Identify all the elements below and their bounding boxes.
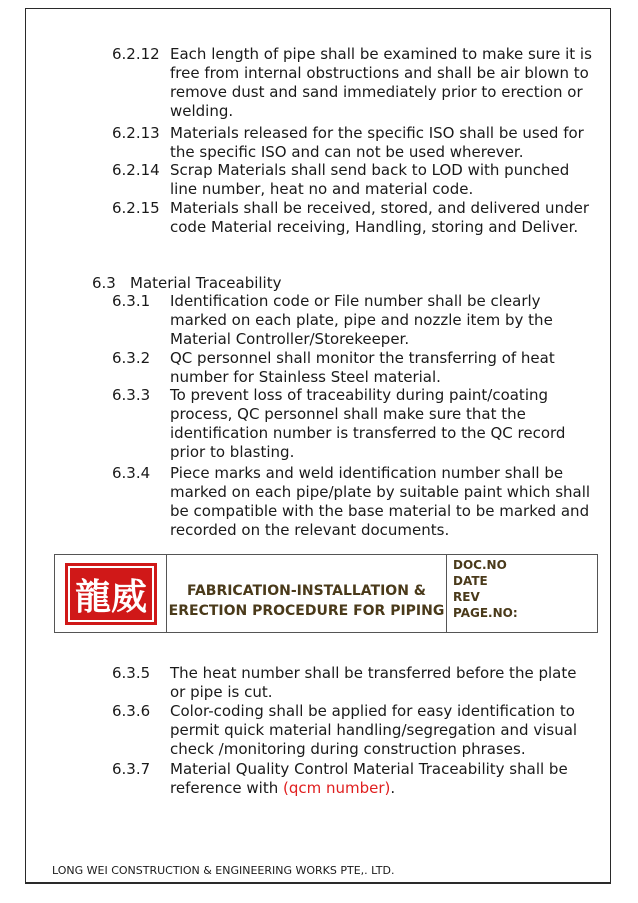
clause-number: 6.3.2 (112, 349, 151, 367)
clause-number: 6.3.7 (112, 760, 151, 778)
clause-number: 6.2.14 (112, 161, 160, 179)
clause-text: QC personnel shall monitor the transferring of heat number for Stainless Steel material. (170, 349, 555, 386)
clause-number: 6.2.15 (112, 199, 160, 217)
document-meta (447, 555, 597, 632)
section-title: Material Traceability (130, 274, 282, 292)
clause-number: 6.2.13 (112, 124, 160, 142)
rev-label: REV (453, 590, 480, 604)
clause-number: 6.3.1 (112, 292, 151, 310)
clause-number: 6.3.4 (112, 464, 151, 482)
clause-text: The heat number shall be transferred before the plate or pipe is cut. (170, 664, 577, 701)
company-logo (55, 555, 167, 632)
clause-number: 6.2.12 (112, 45, 160, 63)
clause-text: Scrap Materials shall send back to LOD with punched line number, heat no and material code. (170, 161, 570, 198)
document-title: FABRICATION-INSTALLATION & ERECTION PROCEDURE FOR PIPING (167, 555, 447, 632)
date-label: DATE (453, 574, 488, 588)
clause-number: 6.3.5 (112, 664, 151, 682)
clause-text: Piece marks and weld identification number shall be marked on each pipe/plate by suitable paint which shall be compatible with the base material to be marked and recorded on the relevant documents. (170, 464, 591, 539)
section-heading (92, 274, 281, 293)
clause-text: Materials shall be received, stored, and delivered under code Material receiving, Handling, storing and Deliver. (170, 199, 589, 236)
clause-text-tail: . (390, 779, 396, 797)
clause-text: Materials released for the specific ISO shall be used for the specific ISO and can not be used wherever. (170, 124, 584, 161)
clause-text (170, 760, 592, 798)
page-no-label: PAGE.NO: (453, 606, 518, 620)
clause-text-main: Material Quality Control Material Traceability shall be reference with (170, 760, 568, 797)
clause-text: Identification code or File number shall be clearly marked on each plate, pipe and nozzle item by the Material Controller/Storekeeper. (170, 292, 553, 348)
section-number: 6.3 (92, 274, 116, 292)
company-footer: LONG WEI CONSTRUCTION & ENGINEERING WORKS PTE,. LTD. (52, 864, 395, 877)
svg-text:龍威: 龍威 (74, 576, 147, 618)
clause-number: 6.3.3 (112, 386, 151, 404)
clause-number: 6.3.6 (112, 702, 151, 720)
doc-no-label: DOC.NO (453, 558, 507, 572)
qcm-number-reference: (qcm number) (282, 779, 391, 797)
seal-icon (63, 561, 159, 627)
clause-text: To prevent loss of traceability during paint/coating process, QC personnel shall make sure that the identification number is transferred to the QC record prior to blasting. (170, 386, 566, 461)
clause-text: Each length of pipe shall be examined to make sure it is free from internal obstructions and shall be air blown to remove dust and sand immediately prior to erection or welding. (170, 45, 592, 120)
title-block (54, 554, 598, 633)
clause-text: Color-coding shall be applied for easy identification to permit quick material handling/segregation and visual check /monitoring during construction phrases. (170, 702, 578, 758)
